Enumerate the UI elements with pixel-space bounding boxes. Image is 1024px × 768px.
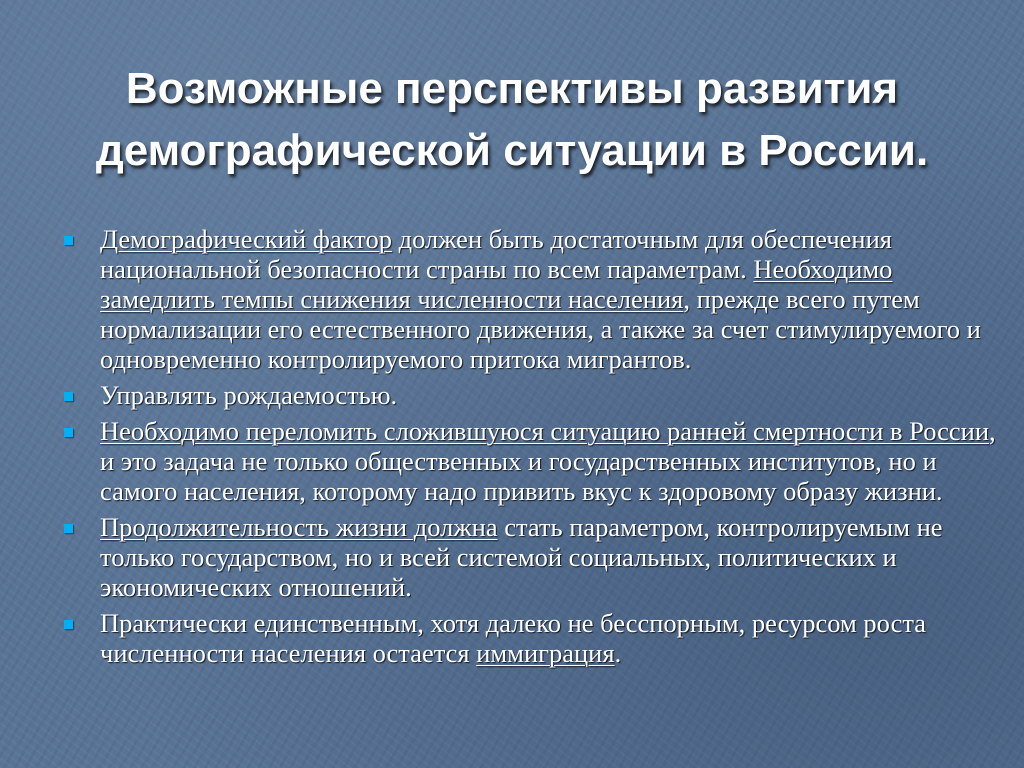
bullet-text: должен быть достаточным для обеспечения национальной безопасности страны по всем параметрам.	[100, 224, 892, 284]
square-bullet-icon	[64, 392, 73, 401]
bullet-text: стать параметром, контролируемым не только государством, но и всей системой социальных, политических и экономических отношений.	[100, 512, 943, 602]
underlined-text: Демографический фактор	[100, 224, 392, 254]
bullet-text: , и это задача не только общественных и государственных институтов, но и самого населения, которому надо привить вкус к здоровому образу жизни.	[100, 416, 996, 506]
bullet-item	[60, 608, 1000, 668]
square-bullet-icon	[64, 620, 73, 629]
bullet-list	[60, 224, 1000, 674]
bullet-item	[60, 224, 1000, 374]
underlined-text: иммиграция	[476, 638, 615, 668]
underlined-text: Продолжительность жизни должна	[100, 512, 498, 542]
square-bullet-icon	[64, 428, 73, 437]
square-bullet-icon	[64, 236, 73, 245]
underlined-text: Необходимо переломить сложившуюся ситуацию ранней смертности в России	[100, 416, 990, 446]
square-bullet-icon	[64, 524, 73, 533]
bullet-text: , прежде всего путем нормализации его естественного движения, а также за счет стимулируемого и одновременно контролируемого притока мигрантов.	[100, 284, 981, 374]
underlined-text: Необходимо замедлить темпы снижения численности населения	[100, 254, 893, 314]
bullet-text: Практически единственным, хотя далеко не бесспорным, ресурсом роста численности населения остается	[100, 608, 927, 668]
bullet-item	[60, 512, 1000, 602]
bullet-text: .	[614, 638, 622, 668]
bullet-item	[60, 416, 1000, 506]
bullet-text: Управлять рождаемостью.	[100, 380, 398, 410]
slide-title: Возможные перспективы развития демографической ситуации в России.	[95, 64, 929, 175]
bullet-item	[60, 380, 1000, 410]
